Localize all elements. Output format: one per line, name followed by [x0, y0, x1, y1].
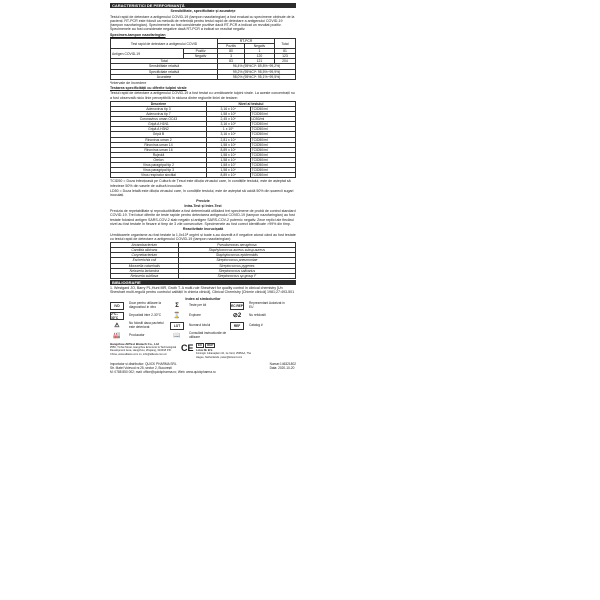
virus-unit: TCID50/ml	[250, 142, 295, 147]
virus-name: Virus paragripal tip 2	[111, 163, 207, 168]
virus-level: 8,89 x 10⁴	[206, 173, 250, 178]
virus-unit: TCID50/ml	[250, 132, 295, 137]
precision-text: Precizia de repetabilitate și reproductibilitate a fost determinată utilizând trei specimene de probă de control standard COVID-19. Trei loturi diferite de teste rapide pentru detectarea antigenului COVID-19 (tampon nazofaringian) au fost testate folosind antigen SARS-COV-2 slab negativ și antigen SARS-COV-2 puternic negativ. Zece replici ale fiecărui nivel au fost testate în fiecare zi timp de 3 zile consecutive. Specimenele au fost corect identificate >99% din timp.	[110, 209, 296, 226]
organism-name: Corynebacterium	[111, 253, 179, 258]
virus-table	[110, 101, 296, 178]
specificity-value: 99,2% (95%CI*: 95,5%~99,9%)	[218, 69, 296, 74]
symbol-description: Producator	[129, 333, 145, 338]
organism-name: Neisseria subflava	[111, 273, 179, 278]
cell: 3	[218, 54, 245, 59]
organism-name: Streptococcus sp group F	[178, 273, 295, 278]
bibliography-text: 1. Westgard JO, Barry PL,Hunt MR, Groth T. A multi-rule Shewhart for quality control in clinical chemistry [Un Shewhart multi-regulă pentru controlul calității în chimia clinică], Clinical Chemistry [Chimie clinică] 1981;27:493-501	[110, 286, 295, 295]
cell: 83	[218, 59, 245, 64]
organism-name: Candida albicans	[111, 248, 179, 253]
importer-block	[110, 362, 296, 374]
cross-reactivity-text: Următoarele organisme au fost testate la 1,0x10⁸ org/ml și toate s-au dovedit a fi negative atunci când au fost testate cu testul rapid de detectare a antigenului COVID-19 (tampon nazofaringian):	[110, 232, 296, 241]
virus-unit: TCID50/ml	[250, 157, 295, 162]
virus-level: 1,58 x 10⁴	[206, 152, 250, 157]
lot-icon: LOT	[170, 322, 184, 330]
virus-unit: TCID50/ml	[250, 173, 295, 178]
note-tcid50: TCID50 = Doza infecțioasă pe Cultură de Țesut este diluția virusului care, în condițiile testului, este de așteptat să infecteze 50% din vasele de cultură inoculate.	[110, 179, 291, 188]
header-positive: Pozitiv	[218, 44, 245, 49]
virus-name: Gripă A H3N2	[111, 127, 207, 132]
ec-tag: EC	[198, 342, 203, 347]
rep-tag: REP	[207, 342, 214, 347]
virus-name: Rinovirus uman 16	[111, 147, 207, 152]
symbol-description: Depozitati intre 2-30°C	[129, 313, 162, 318]
ce-mark-icon: CE	[181, 342, 194, 353]
organism-row	[111, 273, 296, 278]
ci-note: *Intervale de încredere	[110, 80, 147, 85]
virus-unit: TCID50/ml	[250, 107, 295, 112]
cell: 80	[218, 49, 245, 54]
virus-unit: TCID50/ml	[250, 152, 295, 157]
virus-unit: TCID50/ml	[250, 163, 295, 168]
cell: 204	[274, 59, 295, 64]
virus-name: Adenovirus tip 7	[111, 112, 207, 117]
expiry-icon: ⌛	[173, 312, 181, 319]
virus-row	[111, 173, 296, 178]
manufacturer-address: #550, Yinhai Street, Hangzhou Economic & Technological Development Area, Hangzhou, Zhejiang, 310018 P.R. China, www.alltests.com.cn, info@alltests.com.cn	[110, 346, 177, 356]
sensitivity-label: Sensibilitate relativă	[111, 64, 218, 69]
cross-reactivity-title: Reactivitate încrucișată	[182, 227, 224, 232]
virus-name: Rujeolă	[111, 152, 207, 157]
specimen-table-title: Specimen-tampon nazofaringian	[110, 32, 166, 37]
virus-name: Adenovirus tip 3	[111, 107, 207, 112]
virus-level: 1 x 10⁵	[206, 127, 250, 132]
virus-level: 3,16 x 10⁴	[206, 107, 250, 112]
virus-name: Virus respirator sincitial	[111, 173, 207, 178]
subtitle-sensitivity: Sensibilitate, specificitate și acuratețe	[170, 9, 236, 14]
section-bar-bibliography: BIBLIOGRAFIE	[110, 280, 296, 285]
virus-unit: TCID50/ml	[250, 112, 295, 117]
header-test-level: Nivel al testului	[206, 101, 295, 106]
virus-level: 1,58 x 10⁶	[206, 142, 250, 147]
cell: 1	[244, 49, 274, 54]
header-negative: Negativ	[244, 44, 274, 49]
specimen-table	[110, 38, 296, 80]
virus-level: 3,16 x 10⁶	[206, 132, 250, 137]
organism-name: Streptococcus pneumoniae	[178, 258, 295, 263]
cell: 123	[274, 54, 295, 59]
virus-name: Coronavirus uman OC43	[111, 117, 207, 122]
virus-name: Rinovirus uman 2	[111, 137, 207, 142]
damaged-package-icon: ⚠	[114, 322, 120, 329]
organism-name: Streptococcus pygenes	[178, 263, 295, 268]
accuracy-label: Acuratețe	[111, 74, 218, 79]
symbol-description: Consultati instructiunile de utilizare	[189, 331, 227, 339]
accuracy-value: 98,0% (95%CI*: 95,1%~99,5%)	[218, 74, 296, 79]
organism-name: Staphylococcus epidermidis	[178, 253, 295, 258]
symbol-description: Nu refolositi	[249, 313, 266, 318]
precision-title: Precizie	[196, 198, 210, 203]
row-total-label: Total	[111, 59, 218, 64]
virus-level: 2,81 x 10⁴	[206, 137, 250, 142]
tests-per-kit-icon: Σ	[175, 302, 179, 309]
eu-representative-block	[196, 343, 254, 359]
virus-level: 3,16 x 10⁵	[206, 122, 250, 127]
organism-name: Moraxella catarrhalis	[111, 263, 179, 268]
virus-name: Gripă A H1N1	[111, 122, 207, 127]
performance-intro: Testul rapid de detectare a antigenului COVID-19 (tampon nazofaringian) a fost evaluat cu specimene obținute de la pacienți. RT-PCR este folosit ca metodă de referință pentru testul rapid de detectare a antigenului COVID-19 (tampon nazofaringian). Specimenele au fost considerate pozitive dacă RT-PCR a indicat un rezultat pozitiv. Specimenele au fost considerate negative dacă RT-PCR a indicat un rezultat negativ.	[110, 14, 295, 32]
symbol-description: Catalog #	[249, 323, 263, 328]
virus-unit: TCID50/ml	[250, 127, 295, 132]
do-not-reuse-icon: ⊘2	[232, 312, 242, 319]
virus-name: Gripă B	[111, 132, 207, 137]
row-group-label: Antigen COVID-19	[111, 49, 184, 59]
organism-name: Staphylococcus aureus subsp.aureus	[178, 248, 295, 253]
row-positive-label: Pozitiv	[184, 49, 218, 54]
organism-name: Pseudomonas aeruginosa	[178, 243, 295, 248]
virus-section-title: Testarea specificității cu diferite tulpini virale	[110, 86, 187, 91]
header-description: Descriere	[111, 101, 207, 106]
virus-level: 8,89 x 10⁶	[206, 147, 250, 152]
ivd-icon: IVD	[110, 302, 124, 310]
virus-unit: LD50/ml	[250, 117, 295, 122]
row-negative-label: Negativ	[184, 54, 218, 59]
virus-name: Oreion	[111, 157, 207, 162]
cross-reactivity-table	[110, 242, 296, 279]
representative-name: Lotus NL B.V.	[196, 349, 213, 353]
manufacturer-icon: 🏭	[113, 332, 121, 339]
instructions-icon: 📖	[173, 332, 181, 339]
leaflet-document	[110, 3, 296, 374]
organism-name: Escherichia coli	[111, 258, 179, 263]
importer-contact: M: 0788 850 002; mail: office@quickpharma.ro; Web: www.quickpharma.ro	[110, 369, 216, 374]
temperature-icon: 2°C–30°C	[110, 312, 124, 320]
cell: 121	[244, 59, 274, 64]
document-date: Data: 2020-10-20	[269, 365, 295, 370]
virus-name: Rinovirus uman 14	[111, 142, 207, 147]
organism-name: Neisseria lactamica	[111, 268, 179, 273]
representative-address: Koningin Julianaplein 10, 1e Verd, 2595AA, The Hague, Netherlands. peter@lotusnl.com	[196, 352, 252, 359]
organism-name: Streptococcus salivarius	[178, 268, 295, 273]
manufacturer-name: Hangzhou AllTest Biotech Co., Ltd	[110, 341, 159, 346]
precision-subtitle: Intra-Test și Inter-Test	[184, 203, 222, 208]
virus-level: 1,58 x 10⁷	[206, 163, 250, 168]
virus-unit: TCID50/ml	[250, 137, 295, 142]
header-rtpcr: RT-PCR	[218, 38, 275, 43]
cell: 120	[244, 54, 274, 59]
ref-icon: REF	[230, 322, 244, 330]
cell: 81	[274, 49, 295, 54]
virus-intro: Testul rapid de detectare a antigenului COVID-19 a fost testat cu următoarele tulpini virale. La aceste concentrații nu a fost observată nicio linie perceptibilă în niciuna dintre regiunile liniei de testare:	[110, 91, 295, 100]
symbol-description: Teste per kit	[189, 303, 207, 308]
symbol-description: Doar pentru utilizare la diagnosticul in vitro	[129, 301, 162, 309]
symbol-description: Expirare	[189, 313, 201, 318]
ec-rep-icon: EC REP	[230, 302, 244, 310]
header-total: Total	[274, 38, 295, 48]
symbol-description: Reprezentant Autorizat in EU	[249, 301, 285, 309]
sensitivity-value: 96,4% (95%CI*: 89,8%~99,2%)	[218, 64, 296, 69]
virus-name: Virus paragripal tip 3	[111, 168, 207, 173]
section-bar-performance: CARACTERISTICI DE PERFORMANȚĂ	[110, 3, 296, 8]
virus-level: 1,58 x 10⁴	[206, 157, 250, 162]
empty-symbol	[230, 332, 244, 340]
organism-name: Arcanobacterium	[111, 243, 179, 248]
virus-unit: TCID50/ml	[250, 147, 295, 152]
symbol-description: Nu folositi daca pachetul este deteriorat	[129, 321, 164, 329]
virus-level: 1,58 x 10⁵	[206, 112, 250, 117]
note-ld50: LD50 = Doza letală este diluția virusului care, în condițiile testului, este de așteptat să ucidă 50% din șoarecii sugari inoculați.	[110, 188, 294, 198]
symbol-index-title: Index al simbolurilor	[185, 296, 221, 301]
document-number: Numar:146321802	[269, 361, 296, 366]
symbol-index	[110, 302, 296, 340]
importer-address: Str. Matei Voievod nr.25, sector 2, București	[110, 365, 172, 370]
manufacturer-block	[110, 343, 178, 356]
manufacturer-footer	[110, 343, 296, 359]
virus-level: 2,45 x 10⁶	[206, 117, 250, 122]
virus-unit: TCID50/ml	[250, 122, 295, 127]
symbol-description: Numarul lotului	[189, 323, 211, 328]
virus-unit: TCID50/ml	[250, 168, 295, 173]
importer-name: Importator si distribuitor: QUICK PHARMA SRL	[110, 361, 177, 366]
specificity-label: Specificitate relativă	[111, 69, 218, 74]
header-method: Test rapid de detectare a antigenului COVID	[111, 38, 218, 48]
virus-level: 1,58 x 10⁸	[206, 168, 250, 173]
